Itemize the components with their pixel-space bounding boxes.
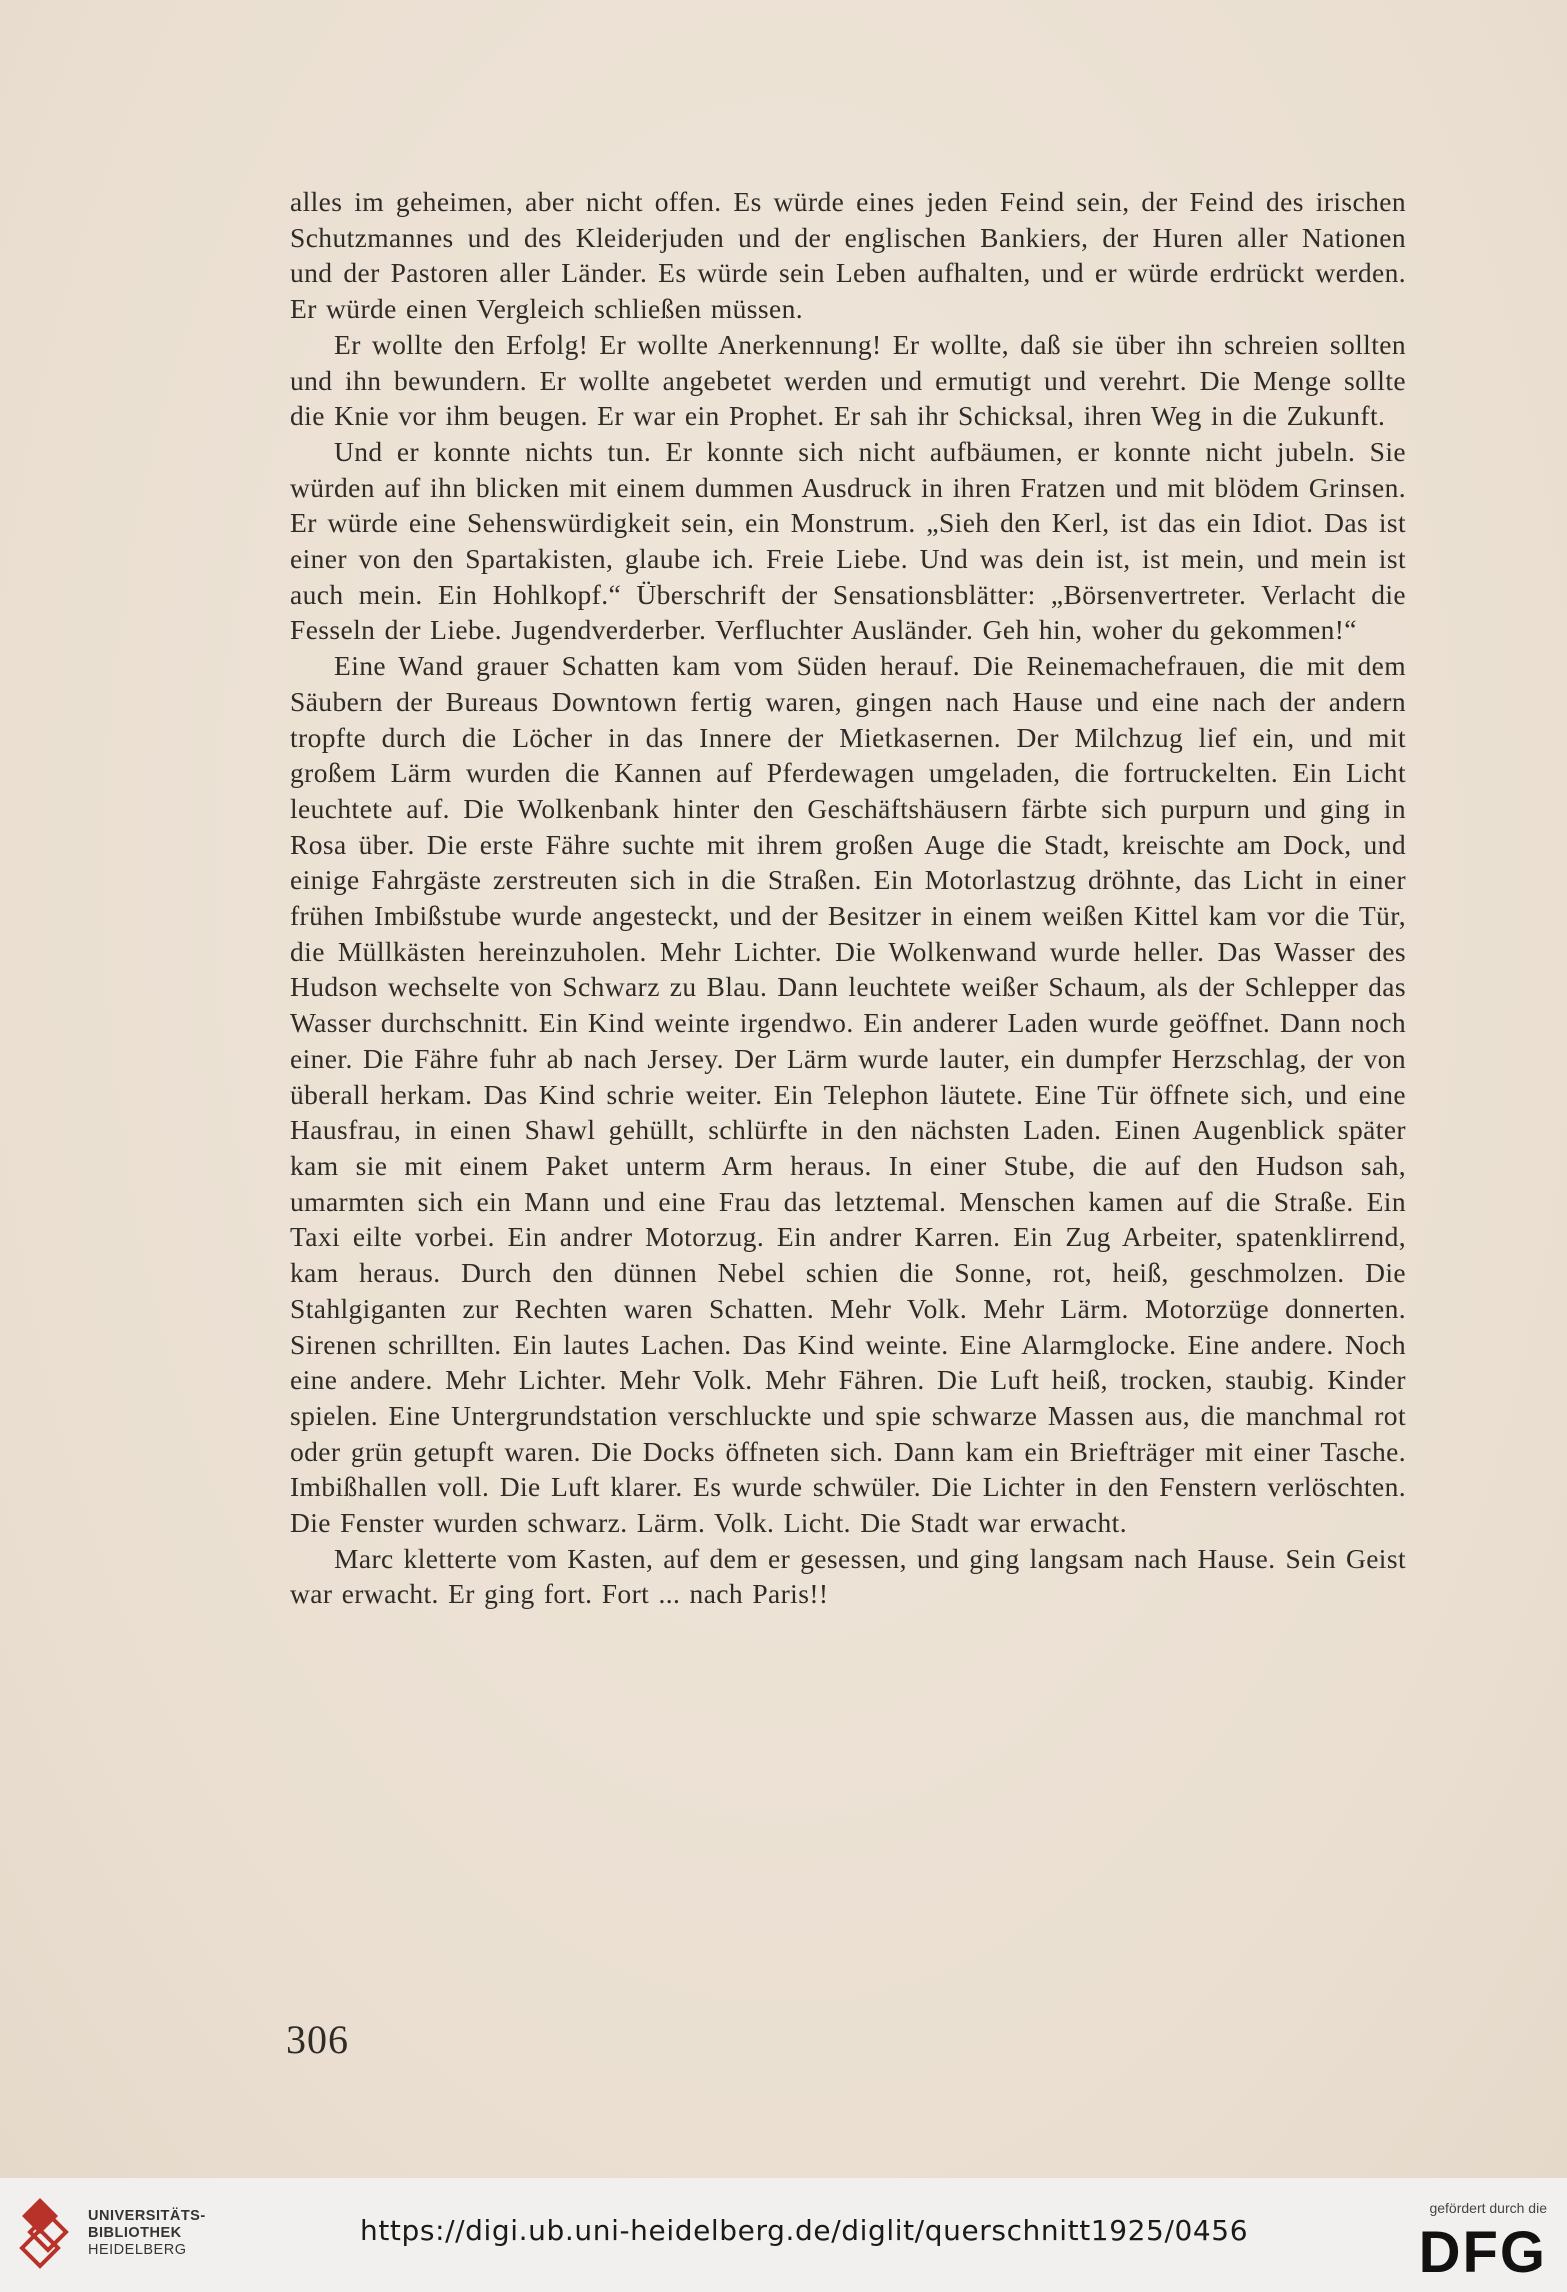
paragraph-4: Eine Wand grauer Schatten kam vom Süden herauf. Die Reinemachefrauen, die mit dem Säubern der Bureaus Downtown fertig waren, gingen nach Hause und eine nach der andern tropfte durch die Löcher in das Innere der Mietkasernen. Der Milchzug lief ein, und mit großem Lärm wurden die Kannen auf Pferdewagen umgeladen, die fortruckelten. Ein Licht leuchtete auf. Die Wolkenbank hinter den Geschäftshäusern färbte sich purpurn und ging in Rosa über. Die erste Fähre suchte mit ihrem großen Auge die Stadt, kreischte am Dock, und einige Fahrgäste zerstreuten sich in die Straßen. Ein Motorlastzug dröhnte, das Licht in einer frühen Imbißstube wurde angesteckt, und der Besitzer in einem weißen Kittel kam vor die Tür, die Müllkästen hereinzuholen. Mehr Lichter. Die Wolkenwand wurde heller. Das Wasser des Hudson wechselte von Schwarz zu Blau. Dann leuchtete weißer Schaum, als der Schlepper das Wasser durchschnitt. Ein Kind weinte irgendwo. Ein anderer Laden wurde geöffnet. Dann noch einer. Die Fähre fuhr ab nach Jersey. Der Lärm wurde lauter, ein dumpfer Herzschlag, der von überall herkam. Das Kind schrie weiter. Ein Telephon läutete. Eine Tür öffnete sich, und eine Hausfrau, in einen Shawl gehüllt, schlürfte in den nächsten Laden. Einen Augenblick später kam sie mit einem Paket unterm Arm heraus. In einer Stube, die auf den Hudson sah, umarmten sich ein Mann und eine Frau das letztemal. Menschen kamen auf die Straße. Ein Taxi eilte vorbei. Ein andrer Motorzug. Ein andrer Karren. Ein Zug Arbeiter, spatenklirrend, kam heraus. Durch den dünnen Nebel schien die Sonne, rot, heiß, geschmolzen. Die Stahlgiganten zur Rechten waren Schatten. Mehr Volk. Mehr Lärm. Motorzüge donnerten. Sirenen schrillten. Ein lautes Lachen. Das Kind weinte. Eine Alarmglocke. Eine andere. Noch eine andere. Mehr Lichter. Mehr Volk. Mehr Fähren. Die Luft heiß, trocken, staubig. Kinder spielen. Eine Untergrundstation verschluckte und spie schwarze Massen aus, die manchmal rot oder grün getupft waren. Die Docks öffneten sich. Dann kam ein Briefträger mit einer Tasche. Imbißhallen voll. Die Luft klarer. Es wurde schwüler. Die Lichter in den Fenstern verlöschten. Die Fenster wurden schwarz. Lärm. Volk. Licht. Die Stadt war erwacht. [290,650,1406,1539]
ub-heidelberg-logo-icon [18,2196,76,2276]
paragraph-1: alles im geheimen, aber nicht offen. Es würde eines jeden Feind sein, der Feind des irischen Schutzmannes und des Kleiderjuden und der englischen Bankiers, der Huren aller Nationen und der Pastoren aller Länder. Es würde sein Leben aufhalten, und er würde erdrückt werden. Er würde einen Vergleich schließen müssen. [290,186,1406,325]
page-number: 306 [286,2017,349,2062]
funded-by-label: gefördert durch die [1429,2200,1547,2216]
library-name-line1: UNIVERSITÄTS- [88,2208,206,2224]
library-name [88,2208,206,2259]
library-name-line2: BIBLIOTHEK [88,2225,182,2241]
dfg-logo: DFG [1418,2220,1547,2285]
paragraph-3: Und er konnte nichts tun. Er konnte sich nicht aufbäumen, er konnte nicht jubeln. Sie würden auf ihn blicken mit einem dummen Ausdruck in ihren Fratzen und mit blödem Grinsen. Er würde eine Sehenswürdigkeit sein, ein Monstrum. „Sieh den Kerl, ist das ein Idiot. Das ist einer von den Spartakisten, glaube ich. Freie Liebe. Und was dein ist, ist mein, und mein ist auch mein. Ein Hohlkopf.“ Überschrift der Sensationsblätter: „Börsenvertreter. Verlacht die Fesseln der Liebe. Jugendverderber. Verfluchter Ausländer. Geh hin, woher du gekommen!“ [290,435,1406,646]
permalink-url[interactable]: https://digi.ub.uni-heidelberg.de/diglit/querschnitt1925/0456 [360,2214,1249,2247]
body-text [290,184,1406,1612]
paragraph-5: Marc kletterte vom Kasten, auf dem er gesessen, und ging langsam nach Hause. Sein Geist war erwacht. Er ging fort. Fort ... nach Paris!! [290,1542,1406,1610]
viewer-footer [0,2178,1567,2292]
library-name-line3: HEIDELBERG [88,2242,187,2258]
paragraph-2: Er wollte den Erfolg! Er wollte Anerkennung! Er wollte, daß sie über ihn schreien sollten und ihn bewundern. Er wollte angebetet werden und ermutigt und verehrt. Die Menge sollte die Knie vor ihm beugen. Er war ein Prophet. Er sah ihr Schicksal, ihren Weg in die Zukunft. [290,328,1406,432]
